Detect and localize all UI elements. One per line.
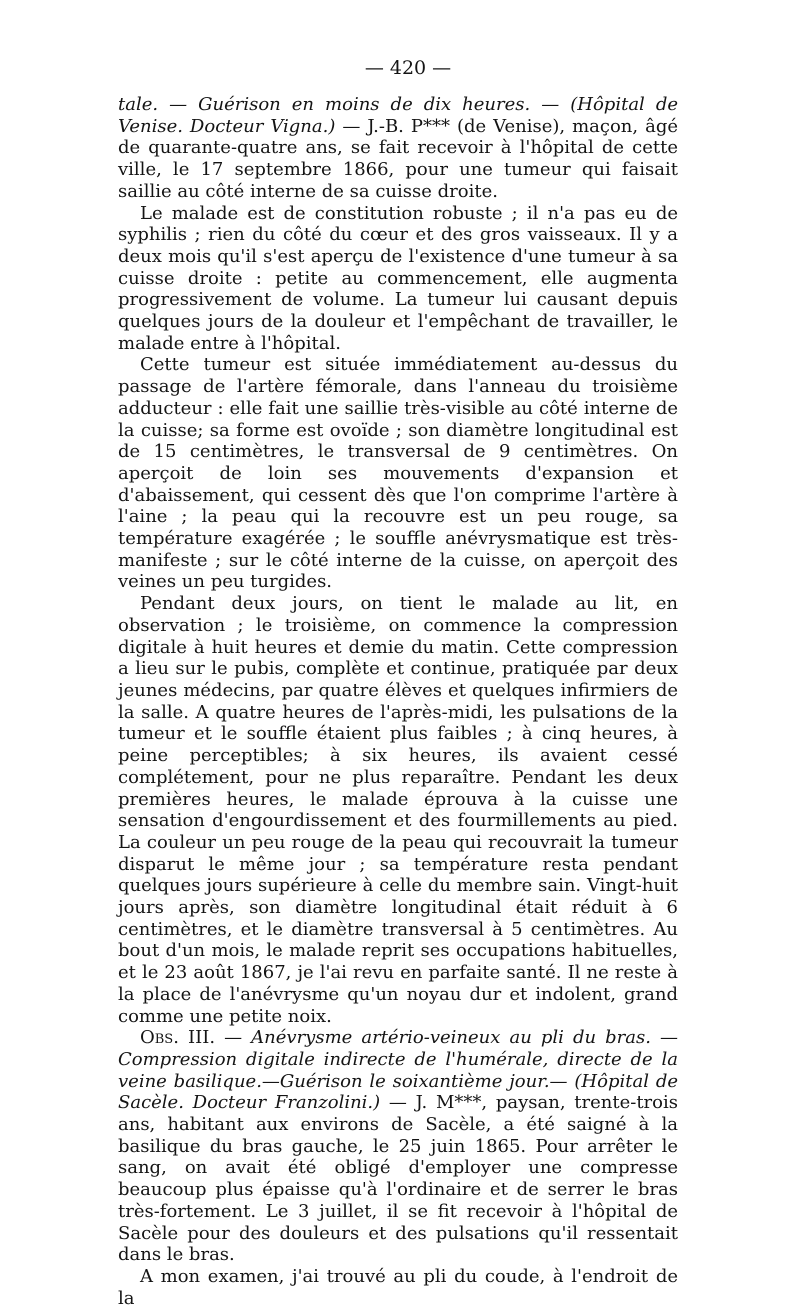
paragraph-p2 [118, 203, 678, 355]
text-segment: Anévrysme artério-veineux au pli du bras. — Compression digitale indirecte de l'humérale, directe de la veine basilique.—Guérison le soixantième jour.— (Hôpital de Sacèle. Docteur Franzolini.) [118, 1027, 678, 1114]
paragraph-p4 [118, 593, 678, 1027]
page-number: — 420 — [364, 57, 452, 79]
page-body [118, 94, 678, 1309]
paragraph-p1 [118, 94, 678, 203]
text-segment: — [215, 1027, 252, 1049]
text-segment: A mon examen, j'ai trouvé au pli du coude, à l'endroit de la [118, 1265, 678, 1309]
text-segment: Le malade est de constitution robuste ; il n'a pas eu de syphilis ; rien du côté du cœur et des gros vaisseaux. Il y a deux mois qu'il s'est aperçu de l'existence d'une tumeur à sa cuisse droite : petite au commencement, elle augmenta progressivement de volume. La tumeur lui causant depuis quelques jours de la douleur et l'empêchant de travailler, le malade entre à l'hôpital. [118, 202, 678, 354]
paragraph-p3 [118, 354, 678, 593]
book-page [118, 56, 678, 1309]
paragraph-p6 [118, 1266, 678, 1309]
text-segment: — J. M***, paysan, trente-trois ans, habitant aux environs de Sacèle, a été saigné à la basilique du bras gauche, le 25 juin 1865. Pour arrêter le sang, on avait été obligé d'employer une compresse beaucoup plus épaisse qu'à l'ordinaire et de serrer le bras très-fortement. Le 3 juillet, il se fit recevoir à l'hôpital de Sacèle pour des douleurs et des pulsations qu'il ressentait dans le bras. [118, 1092, 678, 1266]
text-segment: Pendant deux jours, on tient le malade au lit, en observation ; le troisième, on commence la compression digitale à huit heures et demie du matin. Cette compression a lieu sur le pubis, complète et continue, pratiquée par deux jeunes médecins, par quatre élèves et quelques infirmiers de la salle. A quatre heures de l'après-midi, les pulsations de la tumeur et le souffle étaient plus faibles ; à cinq heures, à peine perceptibles; à six heures, ils avaient cessé complétement, pour ne plus reparaître. Pendant les deux premières heures, le malade éprouva à la cuisse une sensation d'engourdissement et des fourmillements au pied. La couleur un peu rouge de la peau qui recouvrait la tumeur disparut le même jour ; sa température resta pendant quelques jours supérieure à celle du membre sain. Vingt-huit jours après, son diamètre longitudinal était réduit à 6 centimètres, et le diamètre transversal à 5 centimètres. Au bout d'un mois, le malade reprit ses occupations habituelles, et le 23 août 1867, je l'ai revu en parfaite santé. Il ne reste à la place de l'anévrysme qu'un noyau dur et indolent, grand comme une petite noix. [118, 593, 678, 1027]
text-segment: — J.-B. P*** (de Venise), maçon, âgé de quarante-quatre ans, se fait recevoir à l'hôpital de cette ville, le 17 septembre 1866, pour une tumeur qui faisait saillie au côté interne de sa cuisse droite. [118, 115, 678, 202]
paragraph-p5 [118, 1027, 678, 1266]
text-segment: Cette tumeur est située immédiatement au-dessus du passage de l'artère fémorale, dans l'anneau du troisième adducteur : elle fait une saillie très-visible au côté interne de la cuisse; sa forme est ovoïde ; son diamètre longitudinal est de 15 centimètres, le transversal de 9 centimètres. On aperçoit de loin ses mouvements d'expansion et d'abaissement, qui cessent dès que l'on comprime l'artère à l'aine ; la peau qui la recouvre est un peu rouge, sa température exagérée ; le souffle anévrysmatique est très-manifeste ; sur le côté interne de la cuisse, on aperçoit des veines un peu turgides. [118, 354, 678, 593]
text-segment: Obs. III. [140, 1027, 216, 1049]
text-segment: tale. — Guérison en moins de dix heures. — (Hôpital de Venise. Docteur Vigna.) [118, 94, 678, 137]
